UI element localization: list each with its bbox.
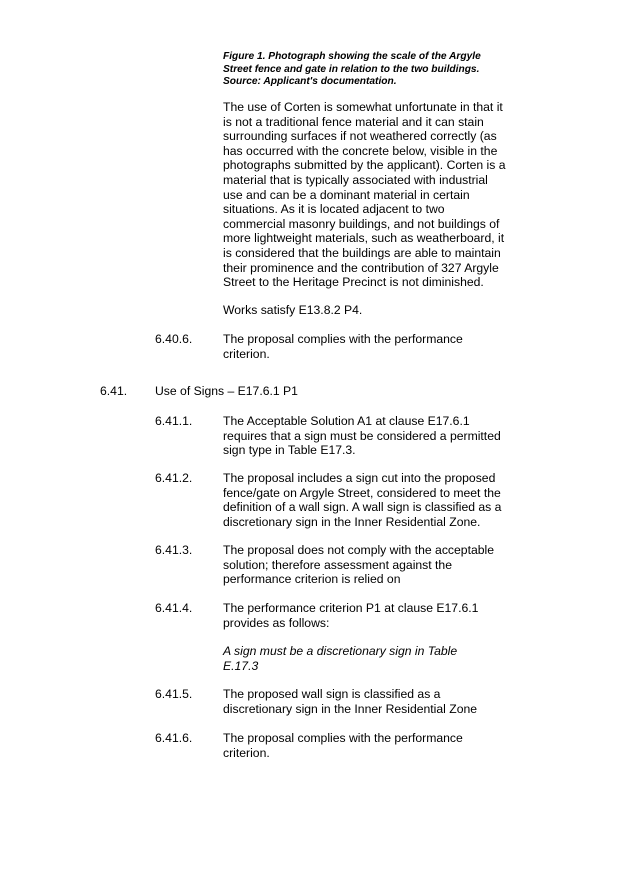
paragraph-line: material that is typically associated with industrial bbox=[223, 172, 488, 187]
clause-line: The proposed wall sign is classified as a bbox=[223, 687, 441, 701]
section-title: Use of Signs – E17.6.1 P1 bbox=[155, 384, 298, 398]
paragraph-line: more lightweight materials, such as weatherboard, it bbox=[223, 231, 505, 246]
clause-text bbox=[223, 414, 523, 458]
clause-text bbox=[223, 543, 523, 587]
clause-line: provides as follows: bbox=[223, 615, 330, 630]
caption-line: Source: Applicant's documentation. bbox=[223, 76, 397, 88]
clause-number: 6.40.6. bbox=[155, 332, 193, 346]
clause-line: The proposal complies with the performance bbox=[223, 731, 463, 745]
figure-caption bbox=[223, 51, 523, 89]
clause-text bbox=[223, 687, 523, 716]
clause-line: definition of a wall sign. A wall sign is classified as a bbox=[223, 500, 502, 515]
section-number: 6.41. bbox=[100, 384, 128, 398]
clause-line: The Acceptable Solution A1 at clause E17.6.1 bbox=[223, 414, 470, 428]
quote-text bbox=[223, 644, 523, 673]
clause-line: The performance criterion P1 at clause E17.6.1 bbox=[223, 601, 479, 615]
clause-number: 6.41.6. bbox=[155, 731, 193, 745]
clause-line: sign type in Table E17.3. bbox=[223, 443, 356, 458]
caption-line: Street fence and gate in relation to the two buildings. bbox=[223, 63, 480, 75]
clause-number: 6.41.2. bbox=[155, 471, 193, 485]
paragraph-line: Street to the Heritage Precinct is not diminished. bbox=[223, 275, 484, 290]
paragraph-line: is not a traditional fence material and it can stain bbox=[223, 114, 484, 129]
clause-number: 6.41.1. bbox=[155, 414, 193, 428]
clause-line: The proposal includes a sign cut into the proposed bbox=[223, 471, 496, 485]
clause-text bbox=[223, 731, 523, 760]
quote-line: A sign must be a discretionary sign in Table bbox=[223, 644, 458, 658]
corten-paragraph bbox=[223, 100, 523, 290]
clause-line: The proposal does not comply with the acceptable bbox=[223, 543, 494, 557]
works-satisfy-statement: Works satisfy E13.8.2 P4. bbox=[223, 303, 363, 317]
clause-line: performance criterion is relied on bbox=[223, 572, 401, 587]
clause-line: requires that a sign must be considered a permitted bbox=[223, 428, 501, 443]
caption-line: Figure 1. Photograph showing the scale of the Argyle bbox=[223, 51, 481, 62]
paragraph-line: use and can be a dominant material in certain bbox=[223, 187, 470, 202]
clause-number: 6.41.4. bbox=[155, 601, 193, 615]
clause-line: solution; therefore assessment against the bbox=[223, 557, 452, 572]
clause-number: 6.41.5. bbox=[155, 687, 193, 701]
paragraph-line: photographs submitted by the applicant). Corten is a bbox=[223, 158, 506, 173]
paragraph-line: their prominence and the contribution of 327 Argyle bbox=[223, 260, 499, 275]
clause-line: discretionary sign in the Inner Residential Zone. bbox=[223, 514, 481, 529]
paragraph-line: has occurred with the concrete below, visible in the bbox=[223, 143, 498, 158]
paragraph-line: is considered that the buildings are able to maintain bbox=[223, 245, 501, 260]
paragraph-line: The use of Corten is somewhat unfortunate in that it bbox=[223, 100, 503, 114]
clause-line: criterion. bbox=[223, 346, 270, 361]
clause-text bbox=[223, 471, 523, 529]
clause-number: 6.41.3. bbox=[155, 543, 193, 557]
clause-line: criterion. bbox=[223, 745, 270, 760]
paragraph-line: situations. As it is located adjacent to two bbox=[223, 202, 445, 217]
paragraph-line: surrounding surfaces if not weathered correctly (as bbox=[223, 129, 497, 144]
clause-line: fence/gate on Argyle Street, considered to meet the bbox=[223, 485, 501, 500]
paragraph-line: commercial masonry buildings, and not buildings of bbox=[223, 216, 500, 231]
quote-line: E.17.3 bbox=[223, 658, 259, 673]
clause-line: discretionary sign in the Inner Residential Zone bbox=[223, 701, 478, 716]
clause-line: The proposal complies with the performance bbox=[223, 332, 463, 346]
clause-text bbox=[223, 601, 523, 630]
clause-text bbox=[223, 332, 523, 361]
